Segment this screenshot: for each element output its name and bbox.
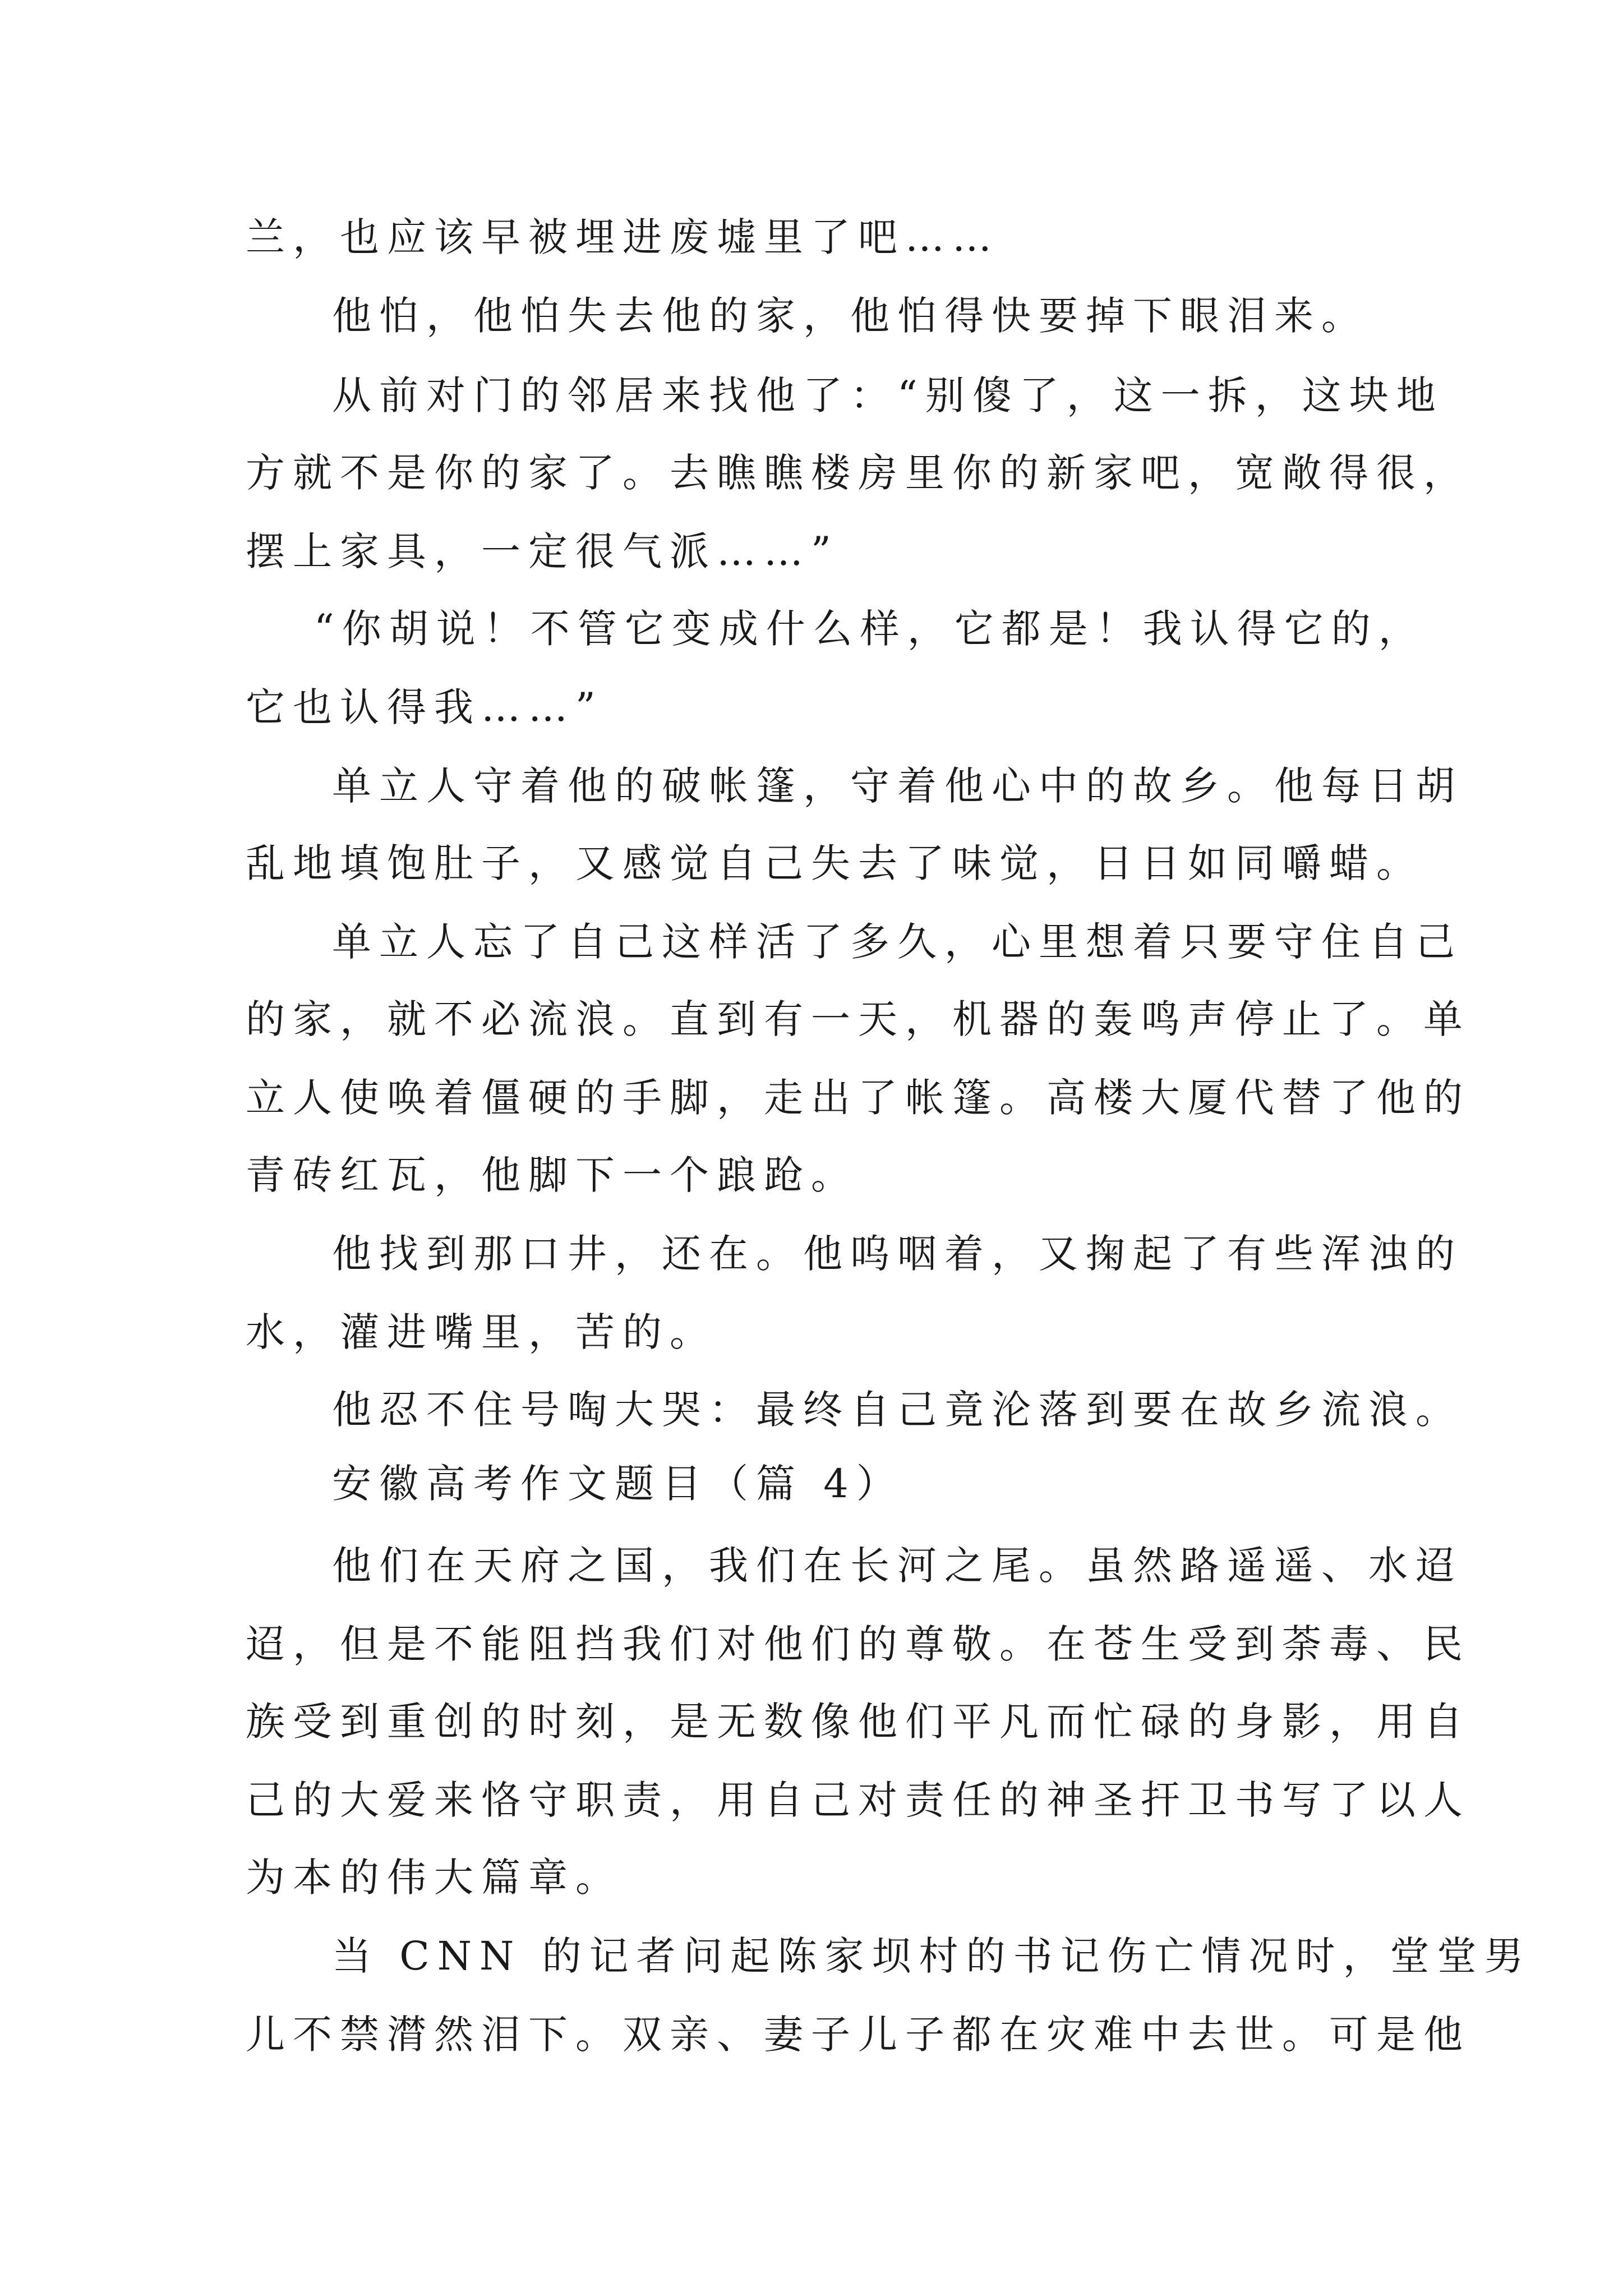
text-line: 当 CNN 的记者问起陈家坝村的书记伤亡情况时，堂堂男 — [332, 1933, 1532, 1979]
section-heading: 安徽高考作文题目（篇 4） — [332, 1461, 903, 1507]
text-line: 兰，也应该早被埋进废墟里了吧…… — [246, 214, 999, 260]
text-line: 单立人忘了自己这样活了多久，心里想着只要守住自己 — [332, 919, 1463, 965]
text-line: 的家，就不必流浪。直到有一天，机器的轰鸣声停止了。单 — [246, 996, 1470, 1042]
text-line: 他找到那口井，还在。他呜咽着，又掬起了有些浑浊的 — [332, 1231, 1463, 1277]
text-line: 青砖红瓦，他脚下一个踉跄。 — [246, 1152, 858, 1198]
text-line: 他们在天府之国，我们在长河之尾。虽然路遥遥、水迢 — [332, 1543, 1463, 1589]
text-line: 方就不是你的家了。去瞧瞧楼房里你的新家吧，宽敞得很， — [246, 450, 1470, 496]
text-line: 为本的伟大篇章。 — [246, 1855, 623, 1901]
text-line: 他忍不住号啕大哭：最终自己竟沦落到要在故乡流浪。 — [332, 1387, 1463, 1433]
text-line: 单立人守着他的破帐篷，守着他心中的故乡。他每日胡 — [332, 763, 1463, 809]
text-line: 立人使唤着僵硬的手脚，走出了帐篷。高楼大厦代替了他的 — [246, 1075, 1470, 1121]
text-line: 己的大爱来恪守职责，用自己对责任的神圣扞卫书写了以人 — [246, 1777, 1470, 1823]
text-line: 迢，但是不能阻挡我们对他们的尊敬。在苍生受到荼毒、民 — [246, 1621, 1470, 1667]
text-line: 儿不禁潸然泪下。双亲、妻子儿子都在灾难中去世。可是他 — [246, 2012, 1470, 2058]
text-line: 族受到重创的时刻，是无数像他们平凡而忙碌的身影，用自 — [246, 1699, 1470, 1745]
text-line: 从前对门的邻居来找他了：“别傻了，这一拆，这块地 — [332, 372, 1444, 418]
text-line: 乱地填饱肚子，又感觉自己失去了味觉，日日如同嚼蜡。 — [246, 840, 1423, 886]
text-line: 水，灌进嘴里，苦的。 — [246, 1309, 717, 1355]
text-line: “你胡说！不管它变成什么样，它都是！我认得它的， — [314, 606, 1426, 652]
text-line: 他怕，他怕失去他的家，他怕得快要掉下眼泪来。 — [332, 293, 1368, 339]
text-line: 它也认得我……” — [246, 684, 603, 730]
text-line: 摆上家具，一定很气派……” — [246, 528, 839, 574]
